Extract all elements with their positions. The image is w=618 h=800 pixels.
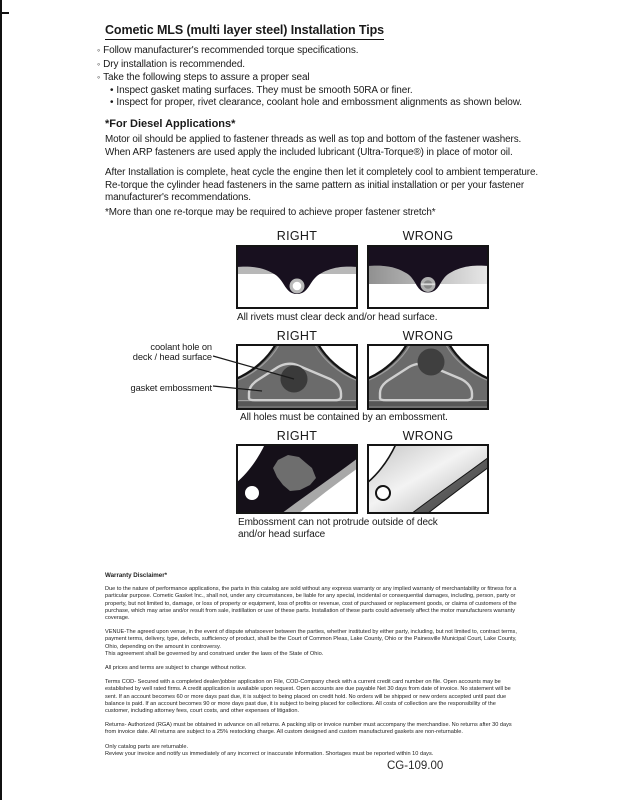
- tip-item: ◦ Take the following steps to assure a proper seal: [97, 71, 577, 85]
- diesel-paragraph-3: *More than one re-torque may be required to achieve proper fastener stretch*: [105, 207, 436, 218]
- gasket-embossment-label: gasket embossment: [130, 383, 212, 393]
- page-title: Cometic MLS (multi layer steel) Installation Tips: [105, 23, 384, 40]
- warranty-heading: Warranty Disclaimer*: [105, 572, 168, 579]
- warranty-paragraph: This agreement shall be governed by and construed under the laws of the State of Ohio.: [105, 650, 324, 657]
- rivet-clearance-right-diagram: [236, 245, 358, 309]
- catalog-code: CG-109.00: [387, 760, 444, 772]
- tip-item: ◦ Follow manufacturer's recommended torque specifications.: [97, 44, 577, 58]
- warranty-paragraph: VENUE-The agreed upon venue, in the event of dispute whatsoever between the parties, whether instituted by either party, including, but not limited to, contract terms, payment terms, delivery, type, defects, sufficiency of product, shall be the Court of Common Pleas, Lake County, Ohio or the Painesville Municipal Court, Lake County, Ohio, depending on the amount in controversy.: [105, 629, 517, 650]
- row1-wrong-header: WRONG: [402, 229, 454, 243]
- warranty-paragraph: Review your invoice and notify us immediately of any incorrect or inaccurate information. Shortages must be reported within 10 days.: [105, 750, 434, 757]
- warranty-paragraph: All prices and terms are subject to change without notice.: [105, 665, 247, 672]
- warranty-disclaimer-section: [105, 572, 518, 765]
- diesel-paragraph-2: After Installation is complete, heat cycle the engine then let it completely cool to ambient temperature. Re-torque the cylinder head fasteners in the same pattern as initial installation or per your fastener manufacturer's recommendations.: [105, 167, 539, 204]
- tip-item: ◦ Dry installation is recommended.: [97, 58, 577, 72]
- warranty-paragraph: Only catalog parts are returnable.: [105, 743, 189, 750]
- row3-right-header: RIGHT: [276, 429, 318, 443]
- row1-caption: All rivets must clear deck and/or head surface.: [237, 312, 438, 323]
- leader-lines: [205, 340, 315, 400]
- coolant-hole-wrong-diagram: [367, 344, 489, 410]
- row2-right-header: RIGHT: [276, 329, 318, 343]
- warranty-paragraph: Terms COD- Secured with a completed dealer/jobber application on File, COD-Company check with a current credit card number on file. Open accounts may be established by well rated firms. A credit application is available upon request. Open accounts are due payable Net 30 days from date of invoice. No statement will be sent. If an account becomes 60 or more days past due, it is subject to being placed on credit hold. No orders will be shipped or new orders accepted until past due balance is paid. If an account becomes 90 or more days past due, it is subject to being placed for collections. All costs of collection are the responsibility of the customer, including attorney fees, court costs, and other expenses of litigation.: [105, 679, 511, 715]
- embossment-right-diagram: [236, 444, 358, 514]
- row1-right-header: RIGHT: [276, 229, 318, 243]
- row3-caption: Embossment can not protrude outside of deck and/or head surface: [238, 517, 438, 540]
- coolant-hole-label: coolant hole on deck / head surface: [132, 342, 212, 363]
- installation-tips-list: [97, 44, 577, 110]
- row2-caption: All holes must be contained by an embossment.: [240, 412, 448, 423]
- tip-subitem: • Inspect gasket mating surfaces. They must be smooth 50RA or finer.: [110, 85, 577, 98]
- diesel-applications-heading: *For Diesel Applications*: [105, 118, 236, 130]
- page-edge-line: [0, 0, 2, 800]
- warranty-paragraph: Returns- Authorized (RGA) must be obtained in advance on all returns. A packing slip or invoice number must accompany the merchandise. No returns after 30 days from invoice date. All returns are subject to a 25% restocking charge. All custom designed and custom manufactured gaskets are non-returnable.: [105, 722, 512, 736]
- row2-wrong-header: WRONG: [402, 329, 454, 343]
- row3-wrong-header: WRONG: [402, 429, 454, 443]
- rivet-clearance-wrong-diagram: [367, 245, 489, 309]
- diesel-paragraph-1: Motor oil should be applied to fastener threads as well as top and bottom of the fastener washers. When ARP fasteners are used apply the included lubricant (Ultra-Torque®) in place of motor oil.: [105, 134, 522, 158]
- tip-subitem: • Inspect for proper, rivet clearance, coolant hole and embossment alignments as shown below.: [110, 97, 577, 110]
- warranty-paragraph: Due to the nature of performance applications, the parts in this catalog are sold without any express warranty or any implied warranty of merchantability or fitness for a particular purpose. Cometic Gasket Inc., shall not, under any circumstances, be liable for any special, incidental or consequential damages, including, person, party or property, but not limited to, damage, or loss of property or equipment, loss of profits or revenue, cost of purchased or replacement goods, or claims of customers of the purchase, which may arise and/or result from sale, instillation or use of these parts. Installation of these parts could adversely affect the motor manufacturers warranty coverage.: [105, 586, 517, 622]
- embossment-wrong-diagram: [367, 444, 489, 514]
- scan-mark: [0, 12, 9, 14]
